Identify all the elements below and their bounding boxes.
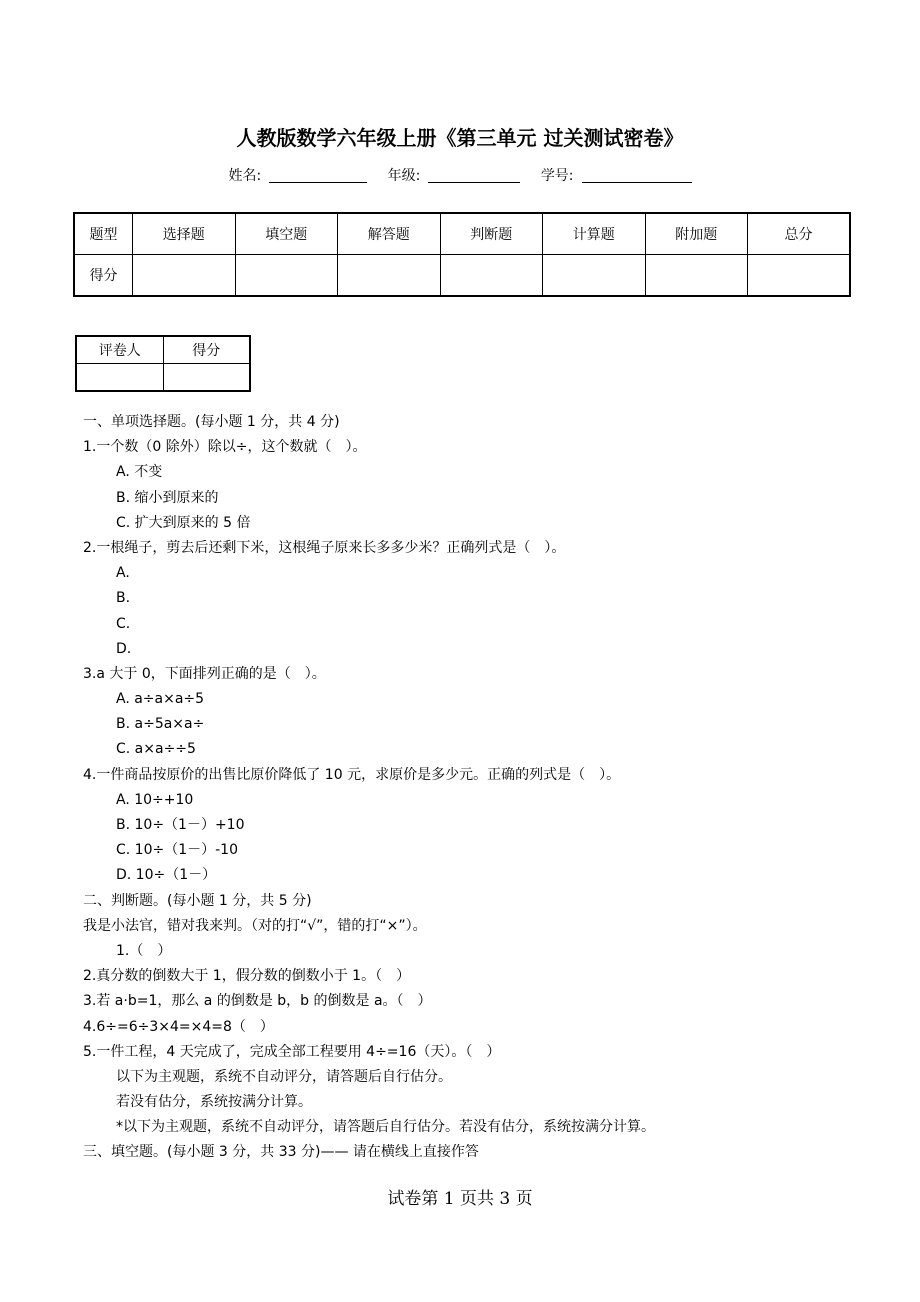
grade-field[interactable] bbox=[384, 168, 525, 184]
question-line: 4.6÷=6÷3×4=×4=8（ ） bbox=[83, 1018, 274, 1035]
score-value-row bbox=[74, 255, 850, 297]
question-line: B. 缩小到原来的 bbox=[116, 489, 219, 506]
question-line: 我是小法官，错对我来判。（对的打“√”，错的打“×”）。 bbox=[83, 917, 427, 934]
question-line: 5.一件工程，4 天完成了，完成全部工程要用 4÷=16（天）。（ ） bbox=[83, 1043, 501, 1060]
score-row-label: 得分 bbox=[74, 255, 133, 297]
question-line: A. bbox=[116, 565, 130, 582]
question-line: 1.（ ） bbox=[116, 942, 172, 959]
score-table bbox=[73, 212, 851, 297]
name-blank[interactable] bbox=[269, 168, 367, 183]
question-line: 3.a 大于 0，下面排列正确的是（ ）。 bbox=[83, 665, 326, 682]
question-line: A. 不变 bbox=[116, 464, 163, 481]
score-header-cell: 解答题 bbox=[338, 213, 441, 255]
grader-table bbox=[75, 335, 251, 392]
score-cell[interactable] bbox=[235, 255, 338, 297]
score-header-cell: 计算题 bbox=[543, 213, 646, 255]
score-cell[interactable] bbox=[440, 255, 543, 297]
grade-label: 年级: bbox=[387, 168, 421, 184]
question-line: 3.若 a·b=1，那么 a 的倒数是 b，b 的倒数是 a。（ ） bbox=[83, 993, 432, 1010]
score-cell[interactable] bbox=[645, 255, 748, 297]
question-line: D. 10÷（1－） bbox=[116, 867, 217, 884]
score-cell[interactable] bbox=[543, 255, 646, 297]
score-header-cell: 判断题 bbox=[440, 213, 543, 255]
question-line: D. bbox=[116, 640, 132, 657]
score-cell[interactable] bbox=[338, 255, 441, 297]
name-field[interactable] bbox=[224, 168, 371, 184]
question-line: B. bbox=[116, 590, 131, 607]
grader-header-cell: 得分 bbox=[163, 336, 250, 364]
question-line: 1.一个数（0 除外）除以÷，这个数就（ ）。 bbox=[83, 439, 367, 456]
question-line: A. a÷a×a÷5 bbox=[116, 691, 205, 708]
score-header-cell: 选择题 bbox=[133, 213, 236, 255]
score-cell[interactable] bbox=[748, 255, 851, 297]
question-line: 若没有估分，系统按满分计算。 bbox=[116, 1094, 312, 1111]
id-field[interactable] bbox=[537, 168, 696, 184]
question-line: 三、填空题。(每小题 3 分，共 33 分)—— 请在横线上直接作答 bbox=[83, 1144, 479, 1161]
grader-header-cell: 评卷人 bbox=[76, 336, 163, 364]
page-footer: 试卷第 1 页共 3 页 bbox=[387, 1189, 533, 1209]
question-line: *以下为主观题，系统不自动评分，请答题后自行估分。若没有估分，系统按满分计算。 bbox=[116, 1119, 655, 1136]
question-content bbox=[83, 410, 903, 1166]
grader-cell[interactable] bbox=[76, 364, 163, 392]
question-line: B. 10÷（1－）+10 bbox=[116, 817, 245, 833]
score-header-cell: 总分 bbox=[748, 213, 851, 255]
question-line: 4.一件商品按原价的出售比原价降低了 10 元，求原价是多少元。正确的列式是（ ）。 bbox=[83, 766, 621, 783]
question-line: C. bbox=[116, 615, 131, 632]
id-blank[interactable] bbox=[582, 168, 692, 183]
id-label: 学号: bbox=[540, 168, 574, 184]
question-line: 2.一根绳子，剪去后还剩下米，这根绳子原来长多多少米？正确列式是（ ）。 bbox=[83, 539, 566, 556]
student-info bbox=[0, 165, 920, 185]
page-title: 人教版数学六年级上册《第三单元 过关测试密卷》 bbox=[236, 126, 684, 150]
question-line: 2.真分数的倒数大于 1，假分数的倒数小于 1。（ ） bbox=[83, 968, 411, 985]
score-header-cell: 附加题 bbox=[645, 213, 748, 255]
score-header-cell: 题型 bbox=[74, 213, 133, 255]
question-line: A. 10÷+10 bbox=[116, 791, 194, 808]
question-line: C. 扩大到原来的 5 倍 bbox=[116, 514, 251, 531]
score-header-row bbox=[74, 213, 850, 255]
grader-cell[interactable] bbox=[163, 364, 250, 392]
question-line: 以下为主观题，系统不自动评分，请答题后自行估分。 bbox=[116, 1068, 452, 1085]
score-header-cell: 填空题 bbox=[235, 213, 338, 255]
score-cell[interactable] bbox=[133, 255, 236, 297]
grade-blank[interactable] bbox=[428, 168, 520, 183]
question-line: C. a×a÷÷5 bbox=[116, 741, 196, 758]
question-line: 二、判断题。(每小题 1 分，共 5 分) bbox=[83, 892, 312, 909]
question-line: C. 10÷（1－）-10 bbox=[116, 842, 238, 859]
name-label: 姓名: bbox=[228, 168, 262, 184]
question-line: B. a÷5a×a÷ bbox=[116, 716, 205, 733]
question-line: 一、单项选择题。(每小题 1 分，共 4 分) bbox=[83, 414, 340, 430]
